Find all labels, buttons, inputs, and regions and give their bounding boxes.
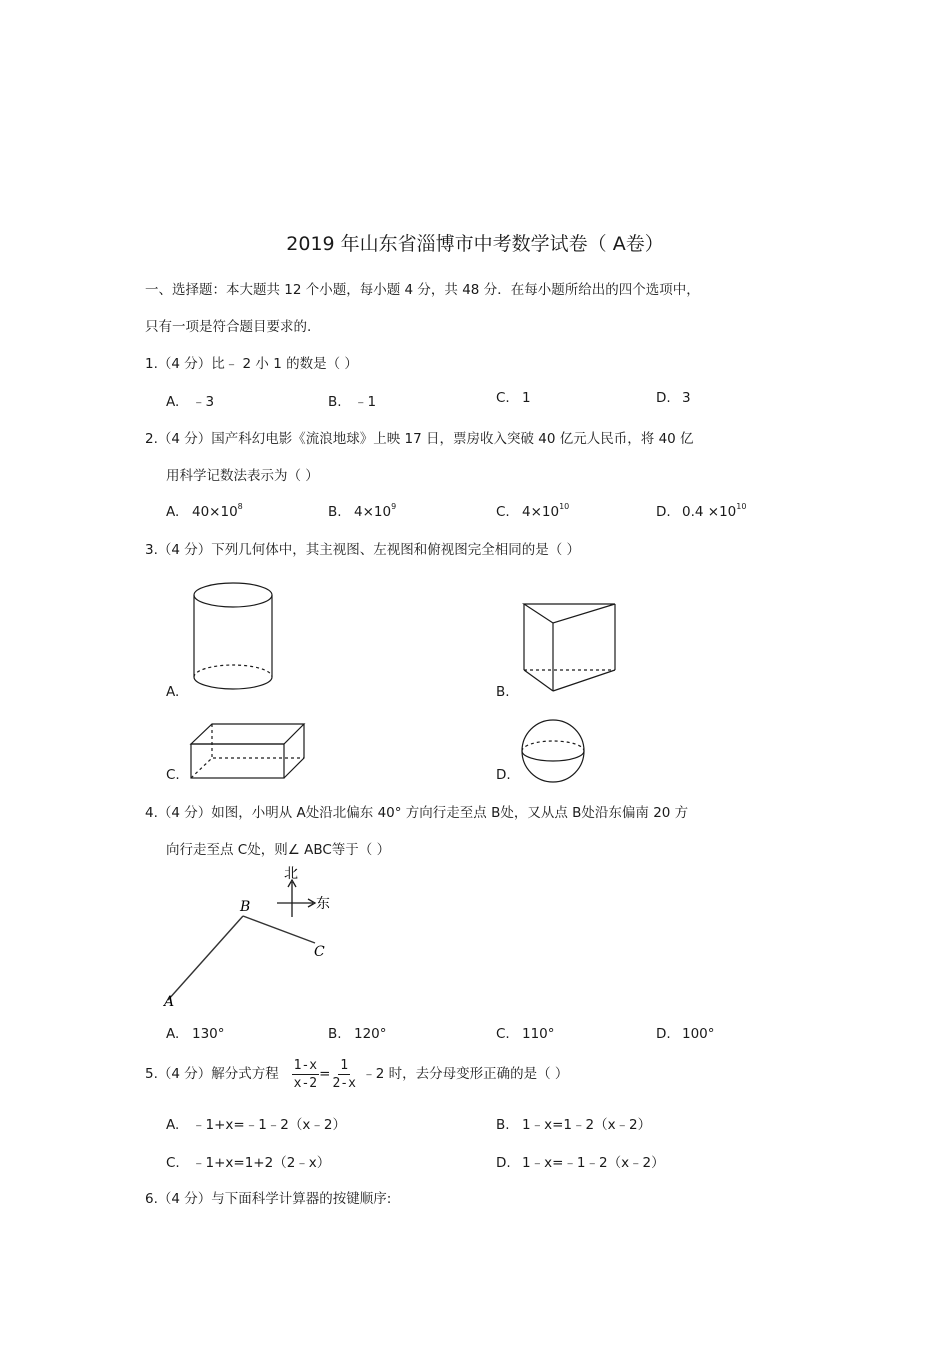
- question-3-label-a: A.: [166, 684, 180, 700]
- question-3-label-b: B.: [496, 684, 510, 700]
- question-1-option-b: B. ﹣1: [328, 394, 377, 410]
- question-5-stem: 5.（4 分）解分式方程 $\frac{1-x}{x-2}$ = $\frac{1}{2-x}$ ﹣2 时，去分母变形正确的是（ ）: [145, 1057, 569, 1091]
- question-4-option-d: D. 100°: [656, 1026, 715, 1042]
- fraction-right: $\frac{1}{2-x}$: [332, 1057, 356, 1091]
- question-3-label-d: D.: [496, 767, 511, 783]
- question-1-option-d: D. 3: [656, 390, 691, 406]
- direction-diagram: [160, 862, 360, 1012]
- question-1-stem: 1.（4 分）比﹣ 2 小 1 的数是（ ）: [145, 356, 358, 372]
- question-2-stem-line1: 2.（4 分）国产科幻电影《流浪地球》上映 17 日，票房收入突破 40 亿元人民币，将 40 亿: [145, 431, 694, 447]
- question-1-option-a: A. ﹣3: [166, 394, 215, 410]
- point-c-label: C: [314, 944, 325, 960]
- page-title: 2019 年山东省淄博市中考数学试卷（ A卷）: [286, 233, 664, 255]
- question-2-option-c: C. $4\times 10^{10}$: [496, 502, 570, 520]
- cylinder-figure: [190, 580, 280, 695]
- question-1-option-c: C. 1: [496, 390, 531, 406]
- question-5-option-b: B. 1﹣x=1﹣2（x﹣2）: [496, 1117, 652, 1133]
- section-instructions-line1: 一、选择题：本大题共 12 个小题，每小题 4 分，共 48 分．在每小题所给出的四个选项中，: [145, 282, 700, 298]
- question-5-option-c: C. ﹣1+x=1+2（2﹣x）: [166, 1155, 331, 1171]
- question-2-option-d: D. $0.4 \times 10^{10}$: [656, 502, 747, 520]
- segment-ab: [168, 916, 243, 1000]
- east-label: 东: [316, 896, 330, 912]
- question-4-stem-line2: 向行走至点 C处，则∠ ABC等于（ ）: [166, 842, 391, 858]
- question-2-option-a: A. $40\times 10^8$: [166, 502, 243, 520]
- point-a-label: A: [164, 994, 175, 1010]
- question-2-stem-line2: 用科学记数法表示为（ ）: [166, 468, 319, 484]
- question-4-stem-line1: 4.（4 分）如图，小明从 A处沿北偏东 40° 方向行走至点 B处，又从点 B处沿东偏南 20 方: [145, 805, 689, 821]
- question-3-label-c: C.: [166, 767, 180, 783]
- north-label: 北: [284, 866, 298, 882]
- segment-bc: [243, 916, 315, 943]
- question-6-stem: 6.（4 分）与下面科学计算器的按键顺序:: [145, 1191, 392, 1207]
- cuboid-figure: [188, 720, 313, 785]
- triangular-prism-figure: [520, 600, 620, 695]
- question-5-option-d: D. 1﹣x=﹣1﹣2（x﹣2）: [496, 1155, 665, 1171]
- question-3-stem: 3.（4 分）下列几何体中，其主视图、左视图和俯视图完全相同的是（ ）: [145, 542, 581, 558]
- point-b-label: B: [240, 899, 251, 915]
- sphere-figure: [520, 718, 590, 786]
- question-2-option-b: B. $4\times 10^9$: [328, 502, 397, 520]
- question-4-option-c: C. 110°: [496, 1026, 555, 1042]
- fraction-left: $\frac{1-x}{x-2}$: [293, 1057, 318, 1091]
- question-4-option-a: A. 130°: [166, 1026, 225, 1042]
- question-5-option-a: A. ﹣1+x=﹣1﹣2（x﹣2）: [166, 1117, 346, 1133]
- question-4-option-b: B. 120°: [328, 1026, 387, 1042]
- section-instructions-line2: 只有一项是符合题目要求的.: [145, 319, 312, 335]
